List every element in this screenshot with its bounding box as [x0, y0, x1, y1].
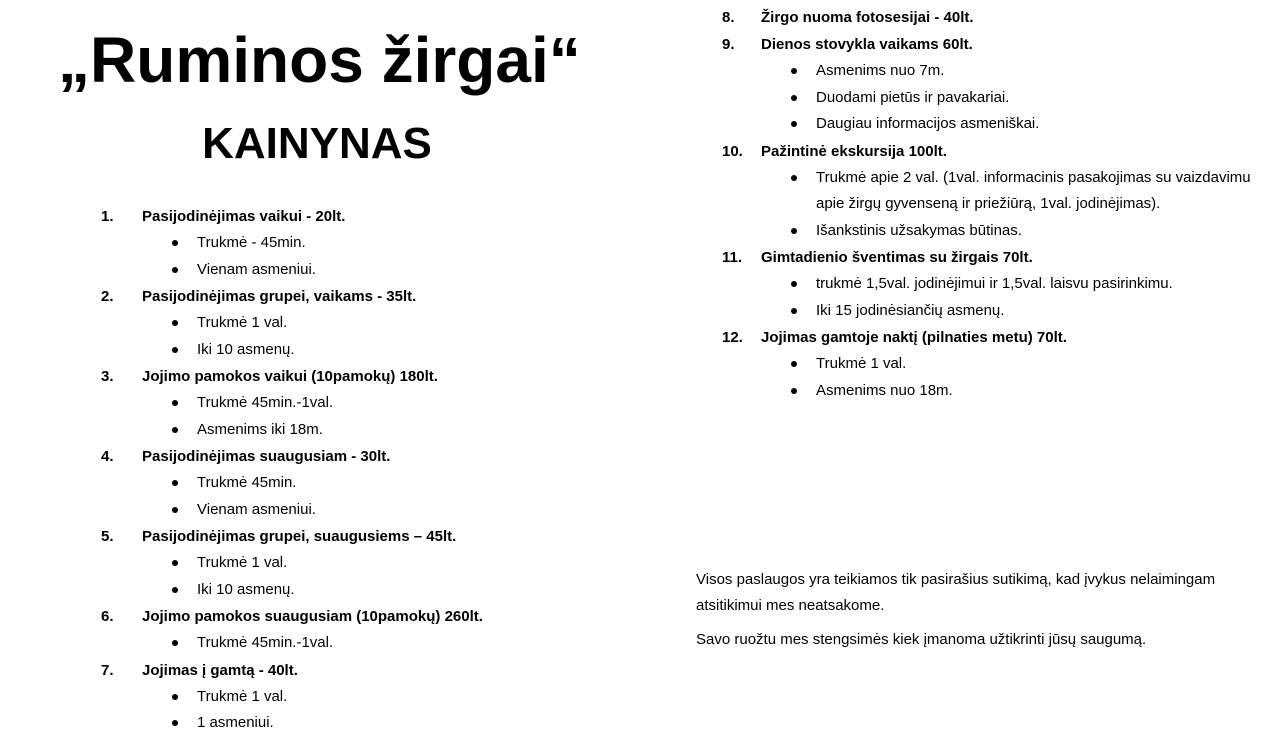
- item-title: Jojimas gamtoje naktį (pilnaties metu) 70lt.: [761, 329, 1067, 346]
- item-title: Pasijodinėjimas grupei, vaikams - 35lt.: [142, 288, 417, 305]
- price-list-left-column: [101, 203, 641, 737]
- list-item: Vienam asmeniui.: [101, 257, 641, 284]
- bullet-icon: [171, 310, 197, 336]
- price-item: [722, 31, 1262, 138]
- item-title: Pažintinė ekskursija 100lt.: [761, 142, 947, 160]
- bullet-icon: [790, 58, 816, 84]
- list-item: Trukmė apie 2 val. (1val. informacinis pasakojimas su vaizdavimu apie žirgų gyvenseną ir priežiūrą, 1val. jodinėjimas).: [722, 165, 1262, 218]
- item-number: 6.: [101, 608, 114, 625]
- bullet-icon: [790, 111, 816, 137]
- item-number: 10.: [722, 142, 743, 160]
- price-item: [101, 443, 641, 523]
- bullet-icon: [171, 550, 197, 576]
- price-item: [722, 244, 1262, 324]
- bullet-icon: [790, 271, 816, 297]
- bullet-icon: [171, 710, 197, 736]
- bullet-icon: [171, 417, 197, 443]
- list-item: Trukmė 1 val.: [101, 684, 641, 711]
- item-title: Žirgo nuoma fotosesijai - 40lt.: [761, 9, 974, 26]
- list-item: Asmenims iki 18m.: [101, 417, 641, 444]
- safety-text: Savo ruožtu mes stengsimės kiek įmanoma užtikrinti jūsų saugumą.: [696, 631, 1147, 648]
- bullet-icon: [171, 497, 197, 523]
- item-number: 3.: [101, 368, 114, 385]
- bullet-icon: [790, 378, 816, 404]
- item-number: 5.: [101, 528, 114, 545]
- disclaimer-notes: [696, 567, 1236, 661]
- list-item: Iki 15 jodinėsiančių asmenų.: [722, 298, 1262, 325]
- price-item: [722, 138, 1262, 245]
- page-title: „Ruminos žirgai“: [58, 24, 581, 96]
- list-item: Asmenims nuo 7m.: [722, 58, 1262, 85]
- price-item: [101, 283, 641, 363]
- item-title: Pasijodinėjimas grupei, suaugusiems – 45lt.: [142, 528, 457, 545]
- list-item: Asmenims nuo 18m.: [722, 378, 1262, 405]
- price-list-heading: KAINYNAS: [202, 119, 432, 168]
- bullet-icon: [790, 298, 816, 324]
- bullet-icon: [790, 85, 816, 111]
- price-item: [101, 603, 641, 657]
- bullet-icon: [171, 390, 197, 416]
- price-item: [101, 203, 641, 283]
- list-item: Išankstinis užsakymas būtinas.: [722, 218, 1262, 245]
- list-item: Daugiau informacijos asmeniškai.: [722, 111, 1262, 138]
- list-item: Trukmė 45min.-1val.: [101, 390, 641, 417]
- list-item: Trukmė 1 val.: [722, 351, 1262, 378]
- item-title: Pasijodinėjimas suaugusiam - 30lt.: [142, 448, 391, 465]
- price-item: [722, 4, 1262, 31]
- bullet-icon: [790, 351, 816, 377]
- list-item: Trukmė 1 val.: [101, 310, 641, 337]
- item-number: 9.: [722, 36, 735, 53]
- bullet-icon: [171, 577, 197, 603]
- list-item: 1 asmeniui.: [101, 710, 641, 737]
- bullet-icon: [790, 165, 816, 191]
- price-list-right-column: [722, 4, 1262, 404]
- item-title: Dienos stovykla vaikams 60lt.: [761, 36, 973, 53]
- list-item: Duodami pietūs ir pavakariai.: [722, 85, 1262, 112]
- list-item: Trukmė 45min.: [101, 470, 641, 497]
- list-item: Trukmė 1 val.: [101, 550, 641, 577]
- item-title: Jojimas į gamtą - 40lt.: [142, 661, 298, 679]
- list-item: Iki 10 asmenų.: [101, 577, 641, 604]
- item-number: 11.: [722, 249, 743, 266]
- bullet-icon: [171, 230, 197, 256]
- bullet-icon: [171, 470, 197, 496]
- item-title: Gimtadienio šventimas su žirgais 70lt.: [761, 249, 1033, 266]
- list-item: trukmė 1,5val. jodinėjimui ir 1,5val. laisvu pasirinkimu.: [722, 271, 1262, 298]
- price-item: [722, 324, 1262, 404]
- list-item: Trukmė - 45min.: [101, 230, 641, 257]
- bullet-icon: [171, 684, 197, 710]
- bullet-icon: [790, 218, 816, 244]
- list-item: Iki 10 asmenų.: [101, 337, 641, 364]
- item-title: Jojimo pamokos vaikui (10pamokų) 180lt.: [142, 368, 438, 385]
- item-number: 8.: [722, 9, 735, 26]
- item-number: 12.: [722, 329, 743, 346]
- bullet-icon: [171, 630, 197, 656]
- item-number: 1.: [101, 208, 114, 225]
- price-item: [101, 363, 641, 443]
- item-number: 7.: [101, 661, 114, 679]
- list-item: Vienam asmeniui.: [101, 497, 641, 524]
- bullet-icon: [171, 337, 197, 363]
- list-item: Trukmė 45min.-1val.: [101, 630, 641, 657]
- bullet-icon: [171, 257, 197, 283]
- item-title: Jojimo pamokos suaugusiam (10pamokų) 260lt.: [142, 608, 483, 625]
- disclaimer-text: Visos paslaugos yra teikiamos tik pasirašius sutikimą, kad įvykus nelaimingam atsitikimui mes neatsakome.: [696, 571, 1216, 614]
- item-number: 2.: [101, 288, 114, 305]
- item-title: Pasijodinėjimas vaikui - 20lt.: [142, 208, 346, 225]
- item-number: 4.: [101, 448, 114, 465]
- price-item: [101, 523, 641, 603]
- price-item: [101, 657, 641, 737]
